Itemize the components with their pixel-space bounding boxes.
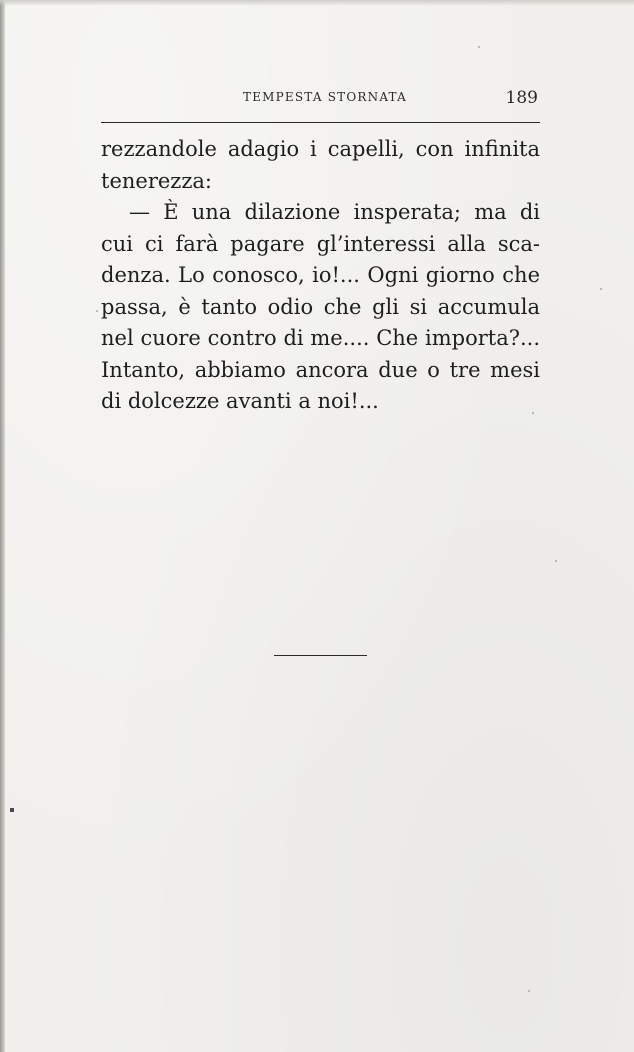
paper-speck xyxy=(10,808,14,812)
page-top-edge xyxy=(0,0,634,6)
section-end-rule xyxy=(274,655,367,656)
paper-speck xyxy=(478,46,480,48)
paper-speck xyxy=(555,560,557,562)
paper-speck xyxy=(528,990,530,992)
paper-speck xyxy=(96,310,98,312)
running-title: TEMPESTA STORNATA xyxy=(243,90,407,104)
paper-speck xyxy=(600,288,602,290)
text-line: nel cuore contro di me.... Che importa?... xyxy=(101,326,540,350)
page-binding-edge xyxy=(0,0,5,1052)
paper-speck xyxy=(532,412,534,414)
text-line: rezzandole adagio i capelli, con infinita xyxy=(101,137,540,161)
text-line: denza. Lo conosco, io!... Ogni giorno che xyxy=(101,263,540,287)
text-line: cui ci farà pagare gl’interessi alla sca- xyxy=(101,231,540,256)
text-line: di dolcezze avanti a noi!... xyxy=(101,389,379,413)
header-rule xyxy=(101,122,540,123)
text-line: — È una dilazione insperata; ma di xyxy=(129,200,540,224)
page-number: 189 xyxy=(505,88,538,108)
body-text xyxy=(101,134,540,418)
text-line: Intanto, abbiamo ancora due o tre mesi xyxy=(101,357,540,382)
text-line: tenerezza: xyxy=(101,168,213,193)
running-head xyxy=(101,88,540,110)
text-line: passa, è tanto odio che gli si accumula xyxy=(101,294,540,319)
